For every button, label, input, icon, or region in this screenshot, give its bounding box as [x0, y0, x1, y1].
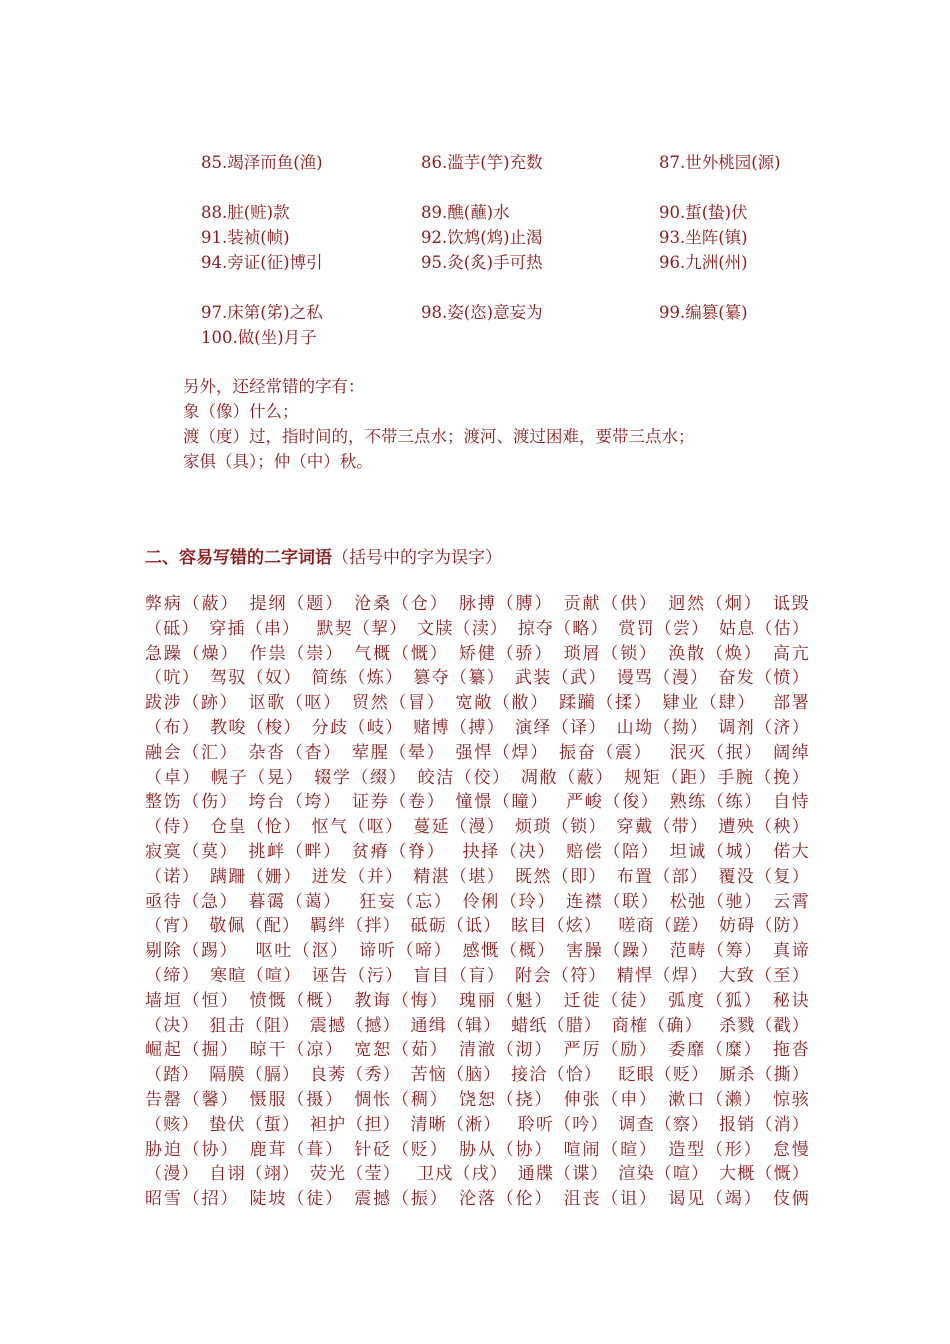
idiom-row — [201, 150, 841, 175]
idiom-row — [201, 225, 841, 250]
note-line: 家俱（具）；仲（中）秋。 — [183, 452, 373, 471]
idiom-item: 89.醮(蘸)水 — [421, 203, 510, 222]
section-heading-title: 二、容易写错的二字词语 — [145, 548, 332, 568]
idiom-item: 87.世外桃园(源) — [659, 153, 781, 172]
paragraph-line: 整饬（伤） 垮台（垮） 证券（卷） 憧憬（瞳） 严峻（俊） 熟练（练） 自恃 — [145, 792, 809, 813]
idiom-row — [201, 200, 841, 225]
paragraph-line: （赅） 蛰伏（蜇） 袒护（担） 清晰（淅） 聆听（吟） 调查（察） 报销（消） — [145, 1114, 809, 1135]
paragraph-line: 剔除（踢） 呕吐（沤） 谛听（啼） 感慨（概） 害臊（躁） 范畴（筹） 真谛 — [145, 941, 809, 962]
paragraph-line: （卓） 幌子（晃） 辍学（缀） 皎洁（佼） 凋敝（蔽） 规矩（距）手腕（挽） — [145, 767, 809, 788]
idiom-item: 91.装祯(帧) — [201, 228, 290, 247]
note-line: 渡（度）过，指时间的，不带三点水；渡河、渡过困难，要带三点水； — [183, 427, 695, 446]
paragraph-line: 跋涉（跡） 讴歌（呕） 贸然（冒） 宽敞（敝） 蹂躏（揉） 肄业（肆） 部署 — [145, 693, 809, 714]
paragraph-line: （侍） 仓皇（怆） 怄气（呕） 蔓延（漫） 烦琐（锁） 穿戴（带） 遭殃（秧） — [145, 817, 809, 838]
paragraph-line: 寂寞（莫） 挑衅（畔） 贫瘠（脊） 抉择（决） 赔偿（陪） 坦诚（城） 偌大 — [145, 841, 809, 862]
paragraph-line: （诺） 蹒跚（姗） 迸发（并） 精湛（堪） 既然（即） 布置（部） 覆没（复） — [145, 866, 809, 887]
section-heading-note: （括号中的字为误字） — [332, 548, 502, 568]
paragraph-line: （吭） 驾驭（奴） 简练（炼） 篡夺（纂） 武装（武） 谩骂（漫） 奋发（愤） — [145, 668, 809, 689]
paragraph-line: （宵） 敬佩（配） 羁绊（拌） 砥砺（诋） 眩目（炫） 嗟商（蹉） 妨碍（防） — [145, 916, 809, 937]
note-line: 象（像）什么； — [183, 402, 299, 421]
idiom-row — [201, 300, 841, 325]
idiom-row — [201, 250, 841, 275]
paragraph-line: 弊病（蔽） 提纲（题） 沧桑（仓） 脉搏（膊） 贡献（供） 迥然（炯） 诋毁 — [145, 594, 809, 614]
idiom-row — [201, 325, 841, 350]
paragraph-line: 崛起（掘） 晾干（凉） 宽恕（茹） 清澈（沏） 严厉（励） 委靡（糜） 拖沓 — [145, 1040, 809, 1061]
paragraph-line: 急躁（燥） 作祟（崇） 气概（慨） 矫健（骄） 琐屑（锁） 涣散（焕） 高亢 — [145, 643, 809, 664]
extra-notes — [183, 374, 883, 474]
paragraph-line: 墙垣（恒） 愤慨（概） 教诲（悔） 瑰丽（魁） 迁徙（徒） 弧度（狐） 秘诀 — [145, 990, 809, 1011]
paragraph-line: 昭雪（招） 陡坡（徒） 震撼（振） 沦落（伦） 沮丧（诅） 谒见（竭） 伎俩 — [145, 1189, 809, 1210]
paragraph-line: 亟待（急） 暮霭（蔼） 狂妄（忘） 伶俐（玲） 连襟（联） 松弛（驰） 云霄 — [145, 891, 809, 912]
paragraph-line: （布） 教唆（梭） 分歧（岐） 赌博（搏） 演绎（译） 山坳（拗） 调剂（济） — [145, 717, 809, 738]
idiom-item: 96.九洲(州) — [659, 253, 748, 272]
idiom-item: 90.蜇(蛰)伏 — [659, 203, 748, 222]
paragraph-line: （踏） 隔膜（膈） 良莠（秀） 苦恼（脑） 接洽（恰） 眨眼（贬） 厮杀（撕） — [145, 1065, 809, 1086]
idiom-item: 94.旁证(征)博引 — [201, 253, 323, 272]
paragraph-line: 告罄（馨） 慑服（摄） 惆怅（稠） 饶恕（挠） 伸张（申） 漱口（濑） 惊骇 — [145, 1089, 809, 1110]
paragraph-line: 融会（汇） 杂沓（杳） 荤腥（晕） 强悍（焊） 振奋（震） 泯灭（抿） 阔绰 — [145, 742, 809, 763]
idiom-item: 88.脏(赃)款 — [201, 203, 290, 222]
idiom-item: 97.床第(笫)之私 — [201, 303, 323, 322]
note-line: 另外，还经常错的字有： — [183, 377, 365, 396]
idiom-list — [201, 150, 841, 350]
idiom-item: 100.做(坐)月子 — [201, 328, 317, 347]
idiom-item: 99.编篡(纂) — [659, 303, 748, 322]
paragraph-line: （漫） 自诩（翊） 荧光（莹） 卫戍（戌） 通牒（谍） 渲染（喧） 大概（慨） — [145, 1164, 809, 1185]
paragraph-line: （缔） 寒暄（喧） 诬告（污） 盲目（肓） 附会（符） 精悍（焊） 大致（至） — [145, 965, 809, 986]
idiom-item: 98.姿(恣)意妄为 — [421, 303, 543, 322]
paragraph-line: （砥） 穿插（串） 默契（挈） 文牍（渎） 掠夺（略） 赏罚（尝） 姑息（估） — [145, 618, 809, 639]
section-heading — [145, 545, 502, 571]
idiom-item: 95.灸(炙)手可热 — [421, 253, 543, 272]
idiom-item: 86.滥芋(竽)充数 — [421, 153, 543, 172]
idiom-item: 93.坐阵(镇) — [659, 228, 748, 247]
idiom-item: 85.竭泽而鱼(渔) — [201, 153, 323, 172]
paragraph-line: （决） 狙击（阻） 震撼（撼） 通缉（辑） 蜡纸（腊） 商榷（确） 杀戮（戳） — [145, 1015, 809, 1036]
idiom-item: 92.饮鸩(鸩)止渴 — [421, 228, 543, 247]
paragraph-line: 胁迫（协） 鹿茸（葺） 针砭（贬） 胁从（协） 喧闹（暄） 造型（形） 怠慢 — [145, 1139, 809, 1160]
word-list-paragraph — [145, 592, 809, 1212]
